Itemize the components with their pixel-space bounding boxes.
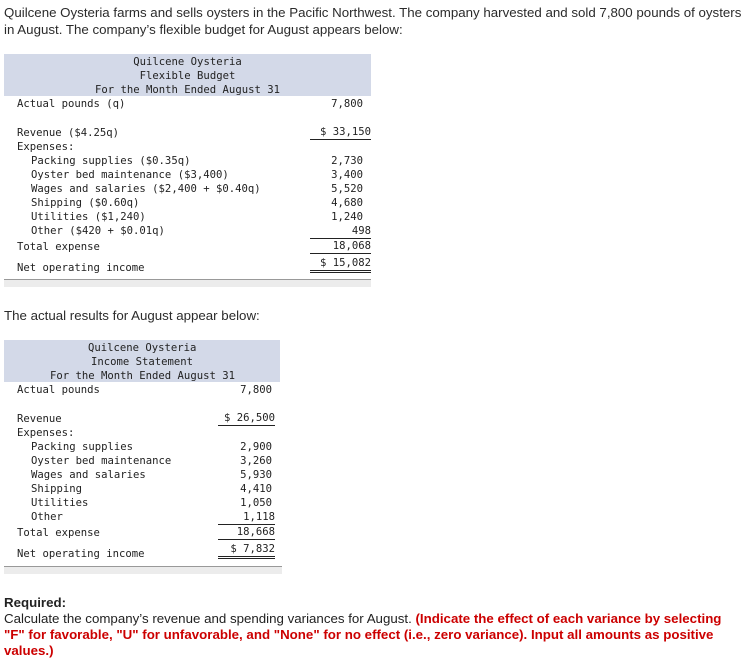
- flex-revenue-label: Revenue ($4.25q): [17, 127, 120, 139]
- flex-expense-value: 1,240: [331, 211, 363, 223]
- actual-noi-value: $ 7,832: [218, 542, 275, 559]
- flex-title-statement: Flexible Budget: [139, 70, 236, 82]
- flex-expense-value: 4,680: [331, 197, 363, 209]
- flex-revenue-value: $ 33,150: [310, 125, 371, 140]
- flex-expense-label: Utilities ($1,240): [31, 211, 146, 223]
- flex-expense-label: Oyster bed maintenance ($3,400): [31, 169, 229, 181]
- flex-expense-label: Packing supplies ($0.35q): [31, 155, 191, 167]
- flex-expense-value: 5,520: [331, 183, 363, 195]
- flex-table-scrollbar[interactable]: [4, 279, 371, 287]
- actual-pounds-value: 7,800: [240, 384, 272, 396]
- flex-expense-value: 3,400: [331, 169, 363, 181]
- intro-paragraph: Quilcene Oysteria farms and sells oysters in the Pacific Northwest. The company harvested and sold 7,800 pounds of oysters in August. The company’s flexible budget for August appears below:: [4, 5, 742, 37]
- actual-expense-value: 1,050: [240, 497, 272, 509]
- actual-results-intro: The actual results for August appear below:: [4, 308, 260, 323]
- flex-expense-label: Wages and salaries ($2,400 + $0.40q): [31, 183, 261, 195]
- actual-pounds-label: Actual pounds: [17, 384, 100, 396]
- flex-actual-pounds-value: 7,800: [331, 98, 363, 110]
- actual-expense-label: Packing supplies: [31, 441, 134, 453]
- actual-expense-value: 1,118: [218, 510, 275, 525]
- actual-expense-value: 3,260: [240, 455, 272, 467]
- actual-expense-value: 2,900: [240, 441, 272, 453]
- required-heading: Required:: [4, 595, 67, 610]
- actual-title-statement: Income Statement: [91, 356, 194, 368]
- flex-title-company: Quilcene Oysteria: [133, 56, 242, 68]
- actual-expense-value: 5,930: [240, 469, 272, 481]
- required-instructions: [4, 611, 744, 659]
- actual-title-period: For the Month Ended August 31: [50, 370, 235, 382]
- required-note: (Indicate the effect of each variance by selecting "F" for favorable, "U" for unfavorable, and "None" for no effect (i.e., zero variance). Input all amounts as positive values.): [4, 611, 722, 658]
- flex-noi-label: Net operating income: [17, 262, 145, 274]
- actual-expense-label: Other: [31, 511, 63, 523]
- actual-title-company: Quilcene Oysteria: [88, 342, 197, 354]
- flex-expense-value: 498: [310, 224, 371, 239]
- actual-total-expense-label: Total expense: [17, 527, 100, 539]
- actual-expense-value: 4,410: [240, 483, 272, 495]
- flex-total-expense-value: 18,068: [310, 239, 371, 254]
- flex-noi-value: $ 15,082: [310, 256, 371, 273]
- flex-total-expense-label: Total expense: [17, 241, 100, 253]
- flex-title-period: For the Month Ended August 31: [95, 84, 280, 96]
- actual-expense-label: Wages and salaries: [31, 469, 146, 481]
- actual-expense-label: Shipping: [31, 483, 83, 495]
- actual-expenses-heading: Expenses:: [17, 427, 75, 439]
- flex-expense-value: 2,730: [331, 155, 363, 167]
- required-text: Calculate the company’s revenue and spending variances for August.: [4, 611, 412, 626]
- flex-expenses-heading: Expenses:: [17, 141, 75, 153]
- actual-total-expense-value: 18,668: [218, 525, 275, 540]
- actual-revenue-value: $ 26,500: [218, 411, 275, 426]
- actual-expense-label: Utilities: [31, 497, 89, 509]
- flex-expense-label: Shipping ($0.60q): [31, 197, 140, 209]
- actual-noi-label: Net operating income: [17, 548, 145, 560]
- actual-revenue-label: Revenue: [17, 413, 62, 425]
- actual-expense-label: Oyster bed maintenance: [31, 455, 172, 467]
- flex-actual-pounds-label: Actual pounds (q): [17, 98, 126, 110]
- flex-expense-label: Other ($420 + $0.01q): [31, 225, 165, 237]
- actual-table-scrollbar[interactable]: [4, 566, 282, 574]
